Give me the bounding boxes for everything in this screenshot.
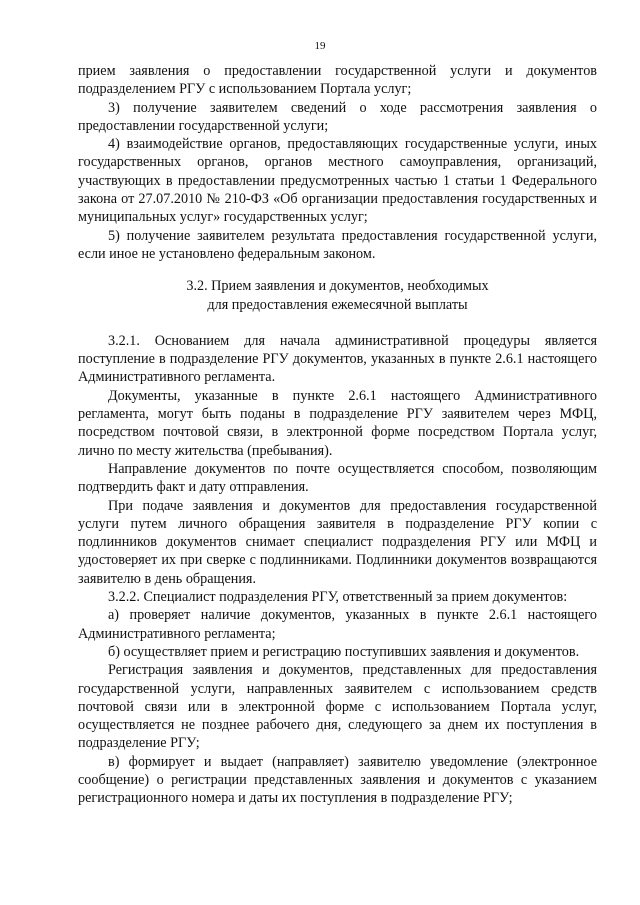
paragraph: Направление документов по почте осуществляется способом, позволяющим подтвердить факт и дату отправления. — [78, 460, 597, 496]
paragraph: прием заявления о предоставлении государственной услуги и документов подразделением РГУ с использованием Портала услуг; — [78, 63, 597, 98]
paragraph: а) проверяет наличие документов, указанных в пункте 2.6.1 настоящего Административного регламента; — [78, 607, 597, 642]
paragraph: 4) взаимодействие органов, предоставляющих государственные услуги, иных государственных органов, органов местного самоуправления, организаций, участвующих в предоставлении предусмотренных частью 1 статьи 1 Федерального закона от 27.07.2010 № 210-ФЗ «Об организации предоставления государственных и муниципальных услуг» государственных услуг; — [78, 136, 597, 226]
paragraph: Регистрация заявления и документов, представленных для предоставления государственной услуги, направленных заявителем с использованием средств почтовой связи или в электронной форме с использованием Портала услуг, осуществляется не позднее рабочего дня, следующего за днем их поступления в подразделение РГУ; — [78, 662, 597, 752]
section-heading-line-2: для предоставления ежемесячной выплаты — [207, 296, 468, 313]
section-heading-line-1: 3.2. Прием заявления и документов, необходимых — [186, 278, 489, 295]
paragraph: При подаче заявления и документов для предоставления государственной услуги путем личного обращения заявителя в подразделение РГУ копии с подлинников документов снимает специалист подразделения РГУ или МФЦ и удостоверяет их при сверке с подлинниками. Подлинники документов возвращаются заявителю в день обращения. — [78, 497, 597, 587]
paragraph: 5) получение заявителем результата предоставления государственной услуги, если иное не установлено федеральным законом. — [78, 227, 597, 262]
paragraph: б) осуществляет прием и регистрацию поступивших заявления и документов. — [108, 643, 580, 660]
document-body — [78, 62, 597, 808]
paragraph: 3.2.2. Специалист подразделения РГУ, ответственный за прием документов: — [108, 589, 568, 606]
paragraph: в) формирует и выдает (направляет) заявителю уведомление (электронное сообщение) о регистрации представленных заявления и документов с указанием регистрационного номера и даты их поступления в подразделение РГУ; — [78, 753, 597, 807]
paragraph: Документы, указанные в пункте 2.6.1 настоящего Административного регламента, могут быть поданы в подразделение РГУ заявителем через МФЦ, посредством почтовой связи, в электронной форме посредством Портала услуг, лично по месту жительства (пребывания). — [78, 387, 597, 459]
paragraph: 3.2.1. Основанием для начала административной процедуры является поступление в подразделение РГУ документов, указанных в пункте 2.6.1 настоящего Административного регламента. — [78, 332, 597, 386]
section-heading — [78, 277, 597, 314]
page-number: 19 — [314, 40, 326, 52]
paragraph: 3) получение заявителем сведений о ходе рассмотрения заявления о предоставлении государственной услуги; — [78, 99, 597, 134]
